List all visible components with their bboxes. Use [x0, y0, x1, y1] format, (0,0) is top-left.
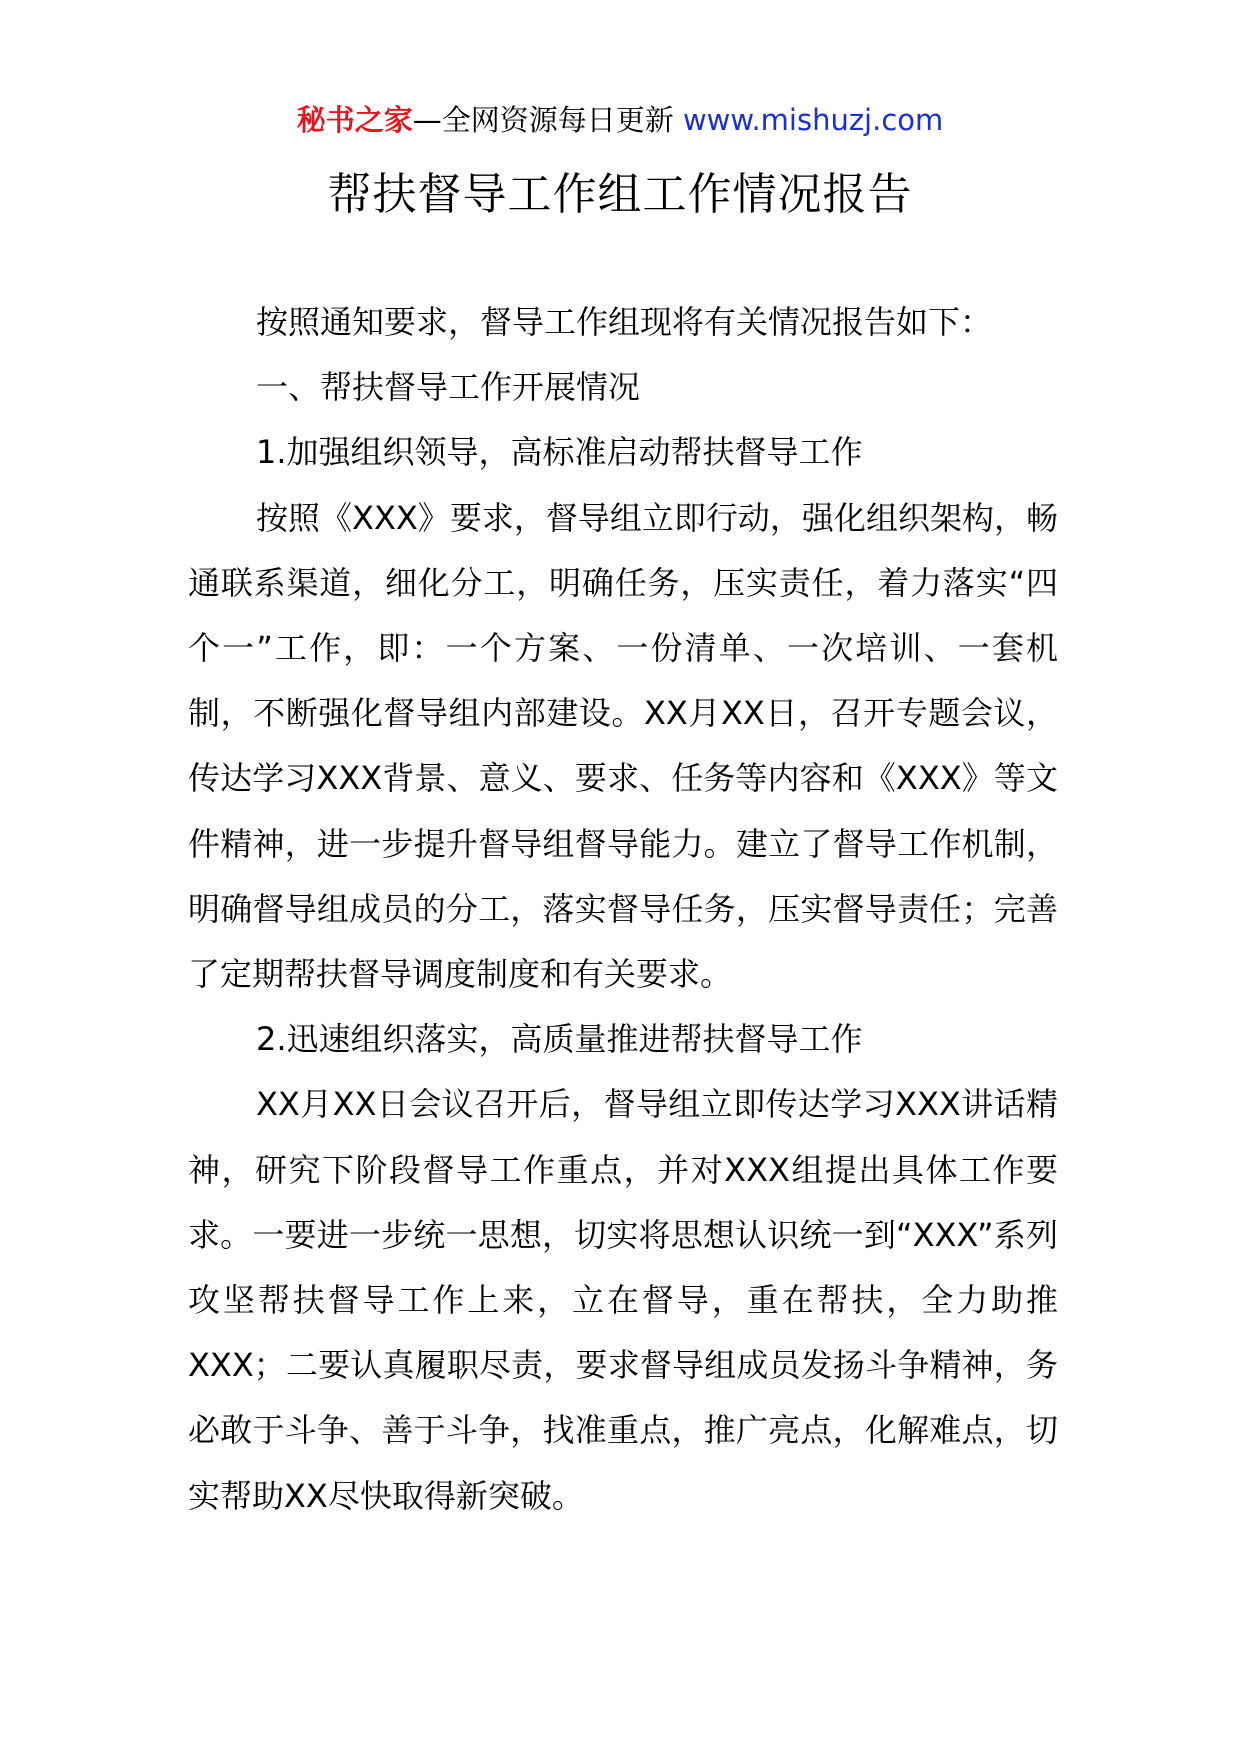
- site-tagline: —全网资源每日更新: [412, 103, 674, 137]
- site-header: [0, 98, 1240, 142]
- document-body: [188, 290, 1058, 1529]
- site-brand: 秘书之家: [296, 103, 413, 137]
- site-url-link[interactable]: www.mishuzj.com: [682, 103, 944, 137]
- subsection-heading: 2.迅速组织落实，高质量推进帮扶督导工作: [256, 1020, 863, 1059]
- section-heading: 一、帮扶督导工作开展情况: [256, 368, 641, 407]
- body-paragraph: 按照《XXX》要求，督导组立即行动，强化组织架构，畅通联系渠道，细化分工，明确任务，压实责任，着力落实“四个一”工作，即：一个方案、一份清单、一次培训、一套机制，不断强化督导组内部建设。XX月XX日，召开专题会议，传达学习XXX背景、意义、要求、任务等内容和《XXX》等文件精神，进一步提升督导组督导能力。建立了督导工作机制，明确督导组成员的分工，落实督导任务，压实督导责任；完善了定期帮扶督导调度制度和有关要求。: [188, 498, 1058, 994]
- document-title: 帮扶督导工作组工作情况报告: [327, 169, 913, 220]
- subsection-heading: 1.加强组织领导，高标准启动帮扶督导工作: [256, 433, 863, 472]
- body-paragraph: XX月XX日会议召开后，督导组立即传达学习XXX讲话精神，研究下阶段督导工作重点，并对XXX组提出具体工作要求。一要进一步统一思想，切实将思想认识统一到“XXX”系列攻坚帮扶督导工作上来，立在督导，重在帮扶，全力助推XXX；二要认真履职尽责，要求督导组成员发扬斗争精神，务必敢于斗争、善于斗争，找准重点，推广亮点，化解难点，切实帮助XX尽快取得新突破。: [188, 1085, 1058, 1515]
- intro-paragraph: 按照通知要求，督导工作组现将有关情况报告如下：: [256, 303, 993, 341]
